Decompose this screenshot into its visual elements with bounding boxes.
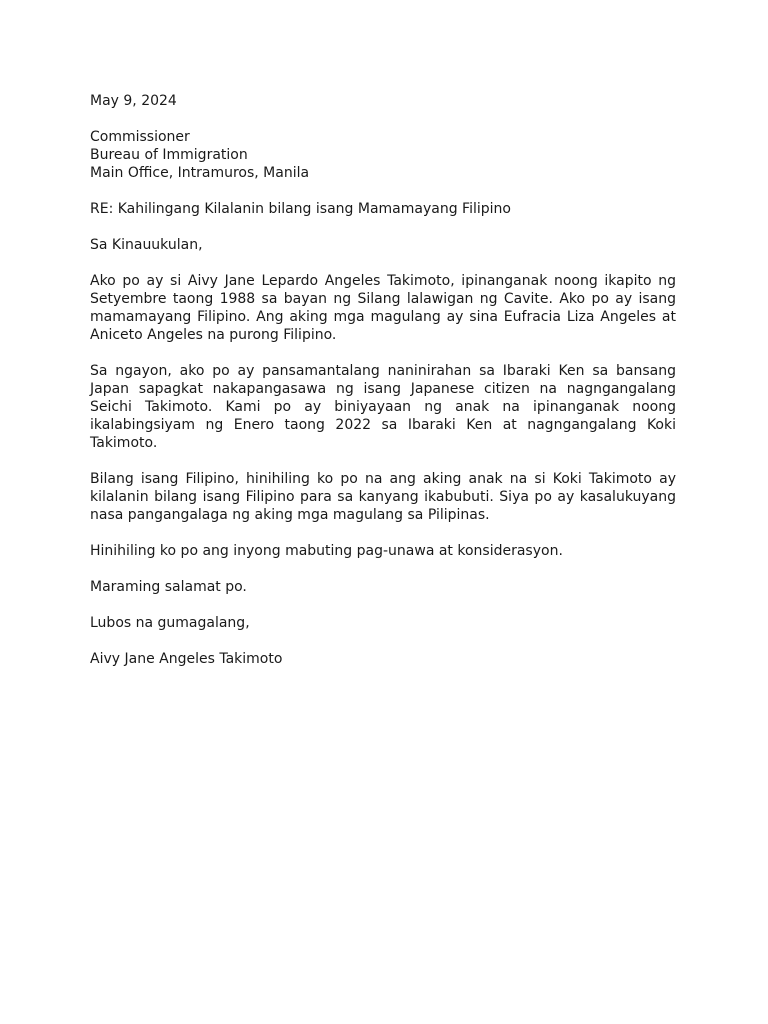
body-paragraph-5: Maraming salamat po.	[90, 579, 247, 595]
body-paragraph-1: Ako po ay si Aivy Jane Lepardo Angeles Takimoto, ipinanganak noong ikapito ng Setyembre taong 1988 sa bayan ng Silang lalawigan ng Cavite. Ako po ay isang mamamayang Filipino. Ang aking mga magulang ay sina Eufracia Liza Angeles at Aniceto Angeles na purong Filipino.	[90, 273, 676, 343]
letter-date: May 9, 2024	[90, 93, 177, 109]
recipient-block	[90, 128, 676, 182]
body-paragraph-2: Sa ngayon, ako po ay pansamantalang naninirahan sa Ibaraki Ken sa bansang Japan sapagkat nakapangasawa ng isang Japanese citizen na nagngangalang Seichi Takimoto. Kami po ay biniyayaan ng anak na ipinanganak noong ikalabingsiyam ng Enero taong 2022 sa Ibaraki Ken at nagngangalang Koki Takimoto.	[90, 363, 676, 451]
body-paragraph-4: Hinihiling ko po ang inyong mabuting pag-unawa at konsiderasyon.	[90, 543, 563, 559]
salutation: Sa Kinauukulan,	[90, 237, 203, 253]
body-paragraph-3: Bilang isang Filipino, hinihiling ko po na ang aking anak na si Koki Takimoto ay kilalanin bilang isang Filipino para sa kanyang ikabubuti. Siya po ay kasalukuyang nasa pangangalaga ng aking mga magulang sa Pilipinas.	[90, 471, 676, 523]
letter-page	[90, 92, 676, 686]
recipient-address: Main Office, Intramuros, Manila	[90, 165, 310, 181]
closing: Lubos na gumagalang,	[90, 615, 250, 631]
recipient-title: Commissioner	[90, 129, 190, 145]
subject-line: RE: Kahilingang Kilalanin bilang isang Mamamayang Filipino	[90, 201, 511, 217]
recipient-office: Bureau of Immigration	[90, 147, 248, 163]
signature-name: Aivy Jane Angeles Takimoto	[90, 651, 283, 667]
